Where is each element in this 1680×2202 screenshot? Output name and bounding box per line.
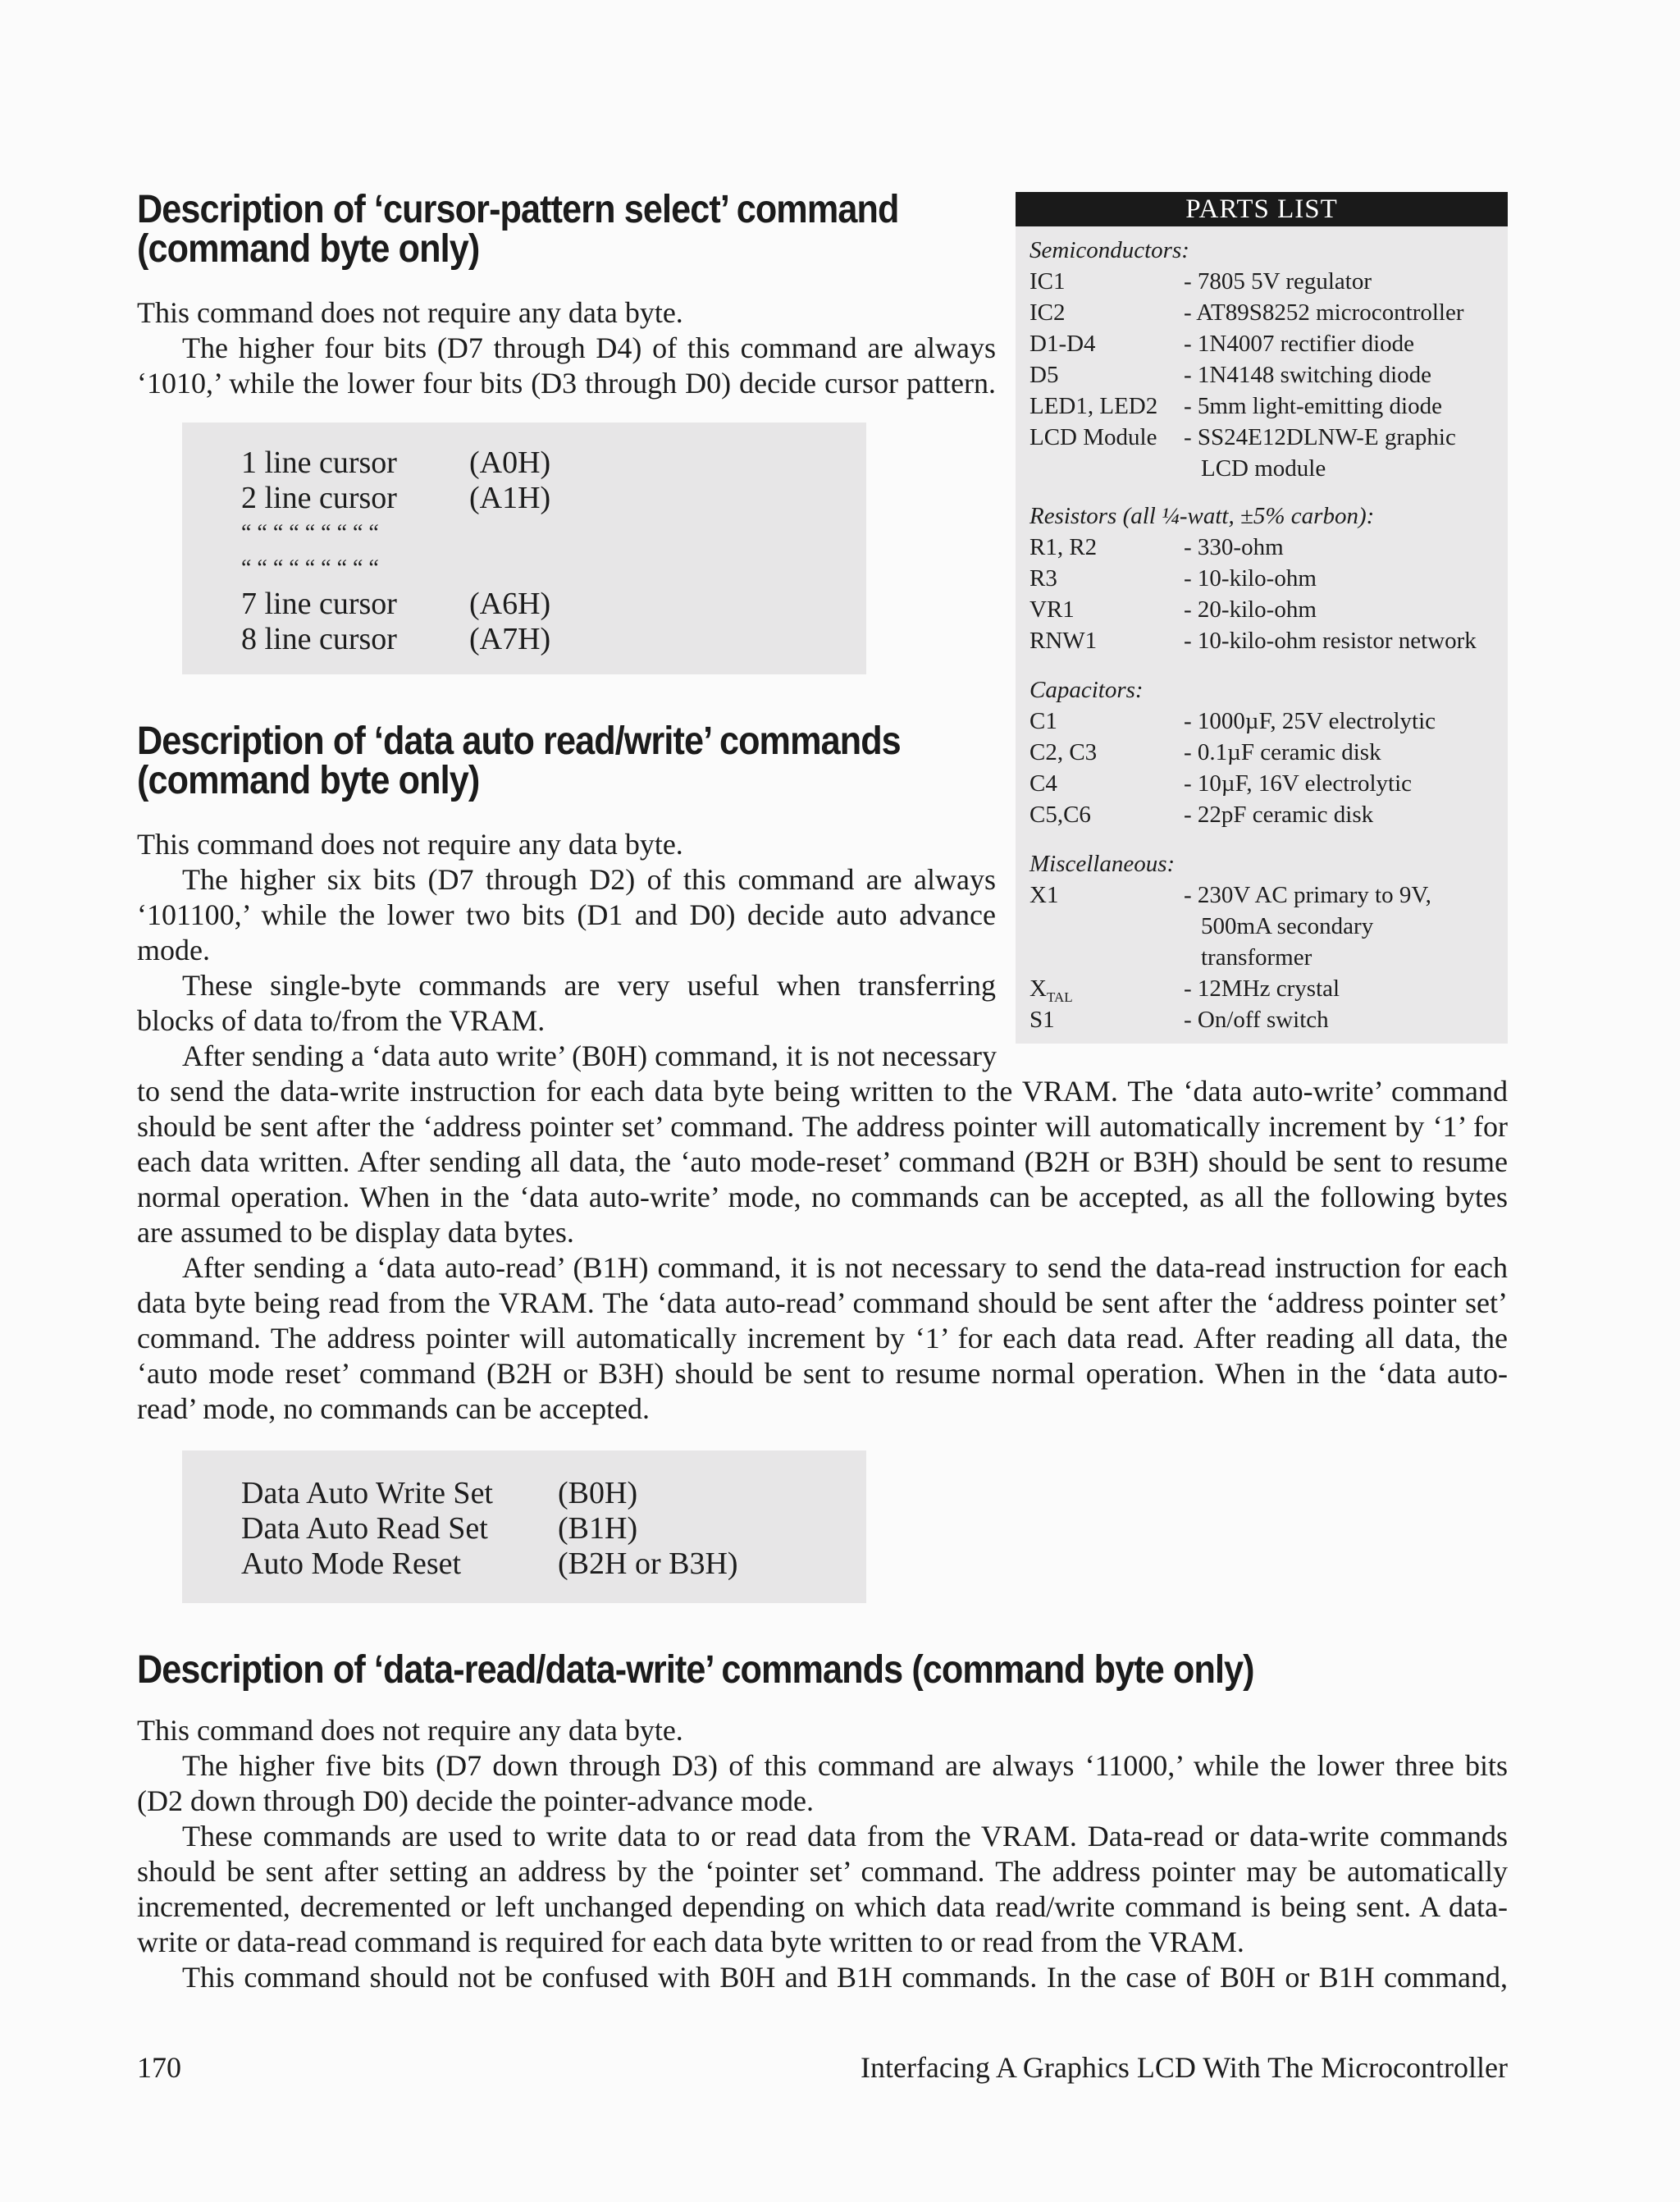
part-desc: - 5mm light-emitting diode [1184, 393, 1442, 419]
box-code: (B2H or B3H) [558, 1546, 738, 1581]
part-desc: - 1N4148 switching diode [1184, 362, 1432, 388]
section-heading-data-auto: Description of ‘data auto read/write’ commands [137, 720, 901, 763]
box-code: (A7H) [469, 622, 551, 656]
part-ref: LED1, LED2 [1029, 393, 1158, 419]
part-ref: D5 [1029, 362, 1059, 388]
cursor-pattern-box [182, 423, 866, 674]
part-desc-cont: LCD module [1201, 455, 1326, 482]
part-desc: - AT89S8252 microcontroller [1184, 299, 1464, 326]
section-heading-cursor-pattern: Description of ‘cursor-pattern select’ command [137, 188, 899, 231]
part-ref: S1 [1029, 1007, 1055, 1033]
part-desc: - 12MHz crystal [1184, 975, 1340, 1002]
paragraph-line: read’ mode, no commands can be accepted. [137, 1392, 651, 1425]
paragraph-line: After sending a ‘data auto write’ (B0H) command, it is not necessary [182, 1039, 998, 1072]
part-desc: - 10-kilo-ohm resistor network [1184, 628, 1477, 654]
box-label: 2 line cursor [241, 481, 397, 515]
parts-category: Semiconductors: [1029, 237, 1189, 263]
paragraph-line: write or data-read command is required for each data byte written to or read from the VRAM. [137, 1926, 1244, 1958]
part-desc: - On/off switch [1184, 1007, 1329, 1033]
section-heading-cursor-pattern-sub: (command byte only) [137, 227, 480, 271]
paragraph-line: These single-byte commands are very useful when transferring [182, 969, 996, 1002]
box-code: (B1H) [558, 1511, 638, 1546]
part-desc: - 20-kilo-ohm [1184, 596, 1317, 623]
paragraph-line: data byte being read from the VRAM. The ‘data auto-read’ command should be sent after the ‘address pointer set’ [137, 1286, 1508, 1319]
part-ref: R1, R2 [1029, 534, 1098, 560]
parts-list-panel [1016, 192, 1508, 1044]
paragraph-line: This command does not require any data byte. [137, 1714, 683, 1747]
box-code: (B0H) [558, 1476, 638, 1510]
part-ref: IC2 [1029, 299, 1066, 326]
paragraph-line: These commands are used to write data to or read data from the VRAM. Data-read or data-write commands [182, 1820, 1508, 1853]
box-code: (A0H) [469, 445, 551, 480]
part-desc: - 22pF ceramic disk [1184, 802, 1374, 828]
part-ref-subscript: TAL [1046, 989, 1073, 1005]
paragraph-line: The higher six bits (D7 through D2) of this command are always [182, 863, 996, 896]
box-code: (A6H) [469, 587, 551, 621]
paragraph-line: to send the data-write instruction for each data byte being written to the VRAM. The ‘data auto-write’ command [137, 1075, 1508, 1108]
parts-category: Resistors (all ¼-watt, ±5% carbon): [1029, 503, 1375, 529]
box-label: Data Auto Read Set [241, 1511, 488, 1546]
paragraph-line: should be sent after setting an address by the ‘pointer set’ command. The address pointer may be automatically [137, 1855, 1508, 1888]
parts-list-title: PARTS LIST [1016, 192, 1508, 226]
section-heading-data-auto-sub: (command byte only) [137, 759, 480, 802]
paragraph-line: The higher five bits (D7 down through D3) of this command are always ‘11000,’ while the lower three bits [182, 1749, 1508, 1782]
part-ref: LCD Module [1029, 424, 1157, 450]
running-title: Interfacing A Graphics LCD With The Microcontroller [860, 2051, 1508, 2084]
part-desc: - 0.1µF ceramic disk [1184, 739, 1381, 765]
box-ditto: “ “ “ “ “ “ “ “ “ [241, 555, 379, 581]
part-desc: - 10-kilo-ohm [1184, 565, 1317, 592]
part-ref: RNW1 [1029, 628, 1098, 654]
paragraph-line: This command should not be confused with B0H and B1H commands. In the case of B0H or B1H command, [182, 1961, 1508, 1994]
box-label: Data Auto Write Set [241, 1476, 493, 1510]
part-ref-main: X [1029, 975, 1047, 1002]
paragraph-line: normal operation. When in the ‘data auto-write’ mode, no commands can be accepted, as all the following bytes [137, 1181, 1508, 1213]
part-desc: - 1N4007 rectifier diode [1184, 331, 1415, 357]
part-desc-cont: 500mA secondary [1201, 913, 1374, 939]
parts-category: Capacitors: [1029, 677, 1144, 703]
paragraph-line: should be sent after the ‘address pointer set’ command. The address pointer will automatically increment by ‘1’ for [137, 1110, 1508, 1143]
paragraph-line: are assumed to be display data bytes. [137, 1216, 574, 1249]
part-ref: C1 [1029, 708, 1057, 734]
part-ref: C4 [1029, 770, 1057, 797]
part-desc: - 10µF, 16V electrolytic [1184, 770, 1413, 797]
paragraph-line: ‘101100,’ while the lower two bits (D1 and D0) decide auto advance [137, 898, 996, 931]
section-heading-data-read-write: Description of ‘data-read/data-write’ commands (command byte only) [137, 1648, 1254, 1692]
box-label: 8 line cursor [241, 622, 397, 656]
paragraph-line: After sending a ‘data auto-read’ (B1H) command, it is not necessary to send the data-read instruction for each [182, 1251, 1508, 1284]
part-desc: - 1000µF, 25V electrolytic [1184, 708, 1436, 734]
auto-commands-box [182, 1450, 866, 1603]
paragraph-line: The higher four bits (D7 through D4) of this command are always [182, 331, 996, 364]
part-ref: VR1 [1029, 596, 1075, 623]
parts-category: Miscellaneous: [1029, 851, 1176, 877]
part-desc: - 330-ohm [1184, 534, 1284, 560]
part-ref: C5,C6 [1029, 802, 1091, 828]
paragraph-line: each data written. After sending all data, the ‘auto mode-reset’ command (B2H or B3H) should be sent to resume [137, 1145, 1508, 1178]
part-ref: X1 [1029, 882, 1059, 908]
box-ditto: “ “ “ “ “ “ “ “ “ [241, 520, 379, 546]
paragraph-line: blocks of data to/from the VRAM. [137, 1004, 546, 1037]
paragraph-line: This command does not require any data byte. [137, 828, 683, 861]
part-desc: - 230V AC primary to 9V, [1184, 882, 1431, 908]
box-code: (A1H) [469, 481, 551, 515]
box-label: 7 line cursor [241, 587, 397, 621]
paragraph-line: incremented, decremented or left unchanged depending on which data read/write command is being sent. A data- [137, 1890, 1508, 1923]
page-number: 170 [137, 2051, 181, 2084]
part-ref: IC1 [1029, 268, 1066, 295]
paragraph-line: command. The address pointer will automatically increment by ‘1’ for each data read. After reading all data, the [137, 1322, 1508, 1355]
box-label: 1 line cursor [241, 445, 397, 480]
paragraph-line: (D2 down through D0) decide the pointer-advance mode. [137, 1784, 815, 1817]
paragraph-line: ‘1010,’ while the lower four bits (D3 through D0) decide cursor pattern. [137, 367, 996, 400]
part-ref: D1-D4 [1029, 331, 1096, 357]
paragraph-line: mode. [137, 934, 210, 966]
part-desc-cont: transformer [1201, 944, 1312, 971]
paragraph-line: This command does not require any data byte. [137, 296, 683, 329]
part-desc: - SS24E12DLNW-E graphic [1184, 424, 1456, 450]
part-ref: C2, C3 [1029, 739, 1098, 765]
paragraph-line: ‘auto mode reset’ command (B2H or B3H) should be sent to resume normal operation. When in the ‘data auto- [137, 1357, 1508, 1390]
box-label: Auto Mode Reset [241, 1546, 462, 1581]
part-desc: - 7805 5V regulator [1184, 268, 1372, 295]
part-ref: R3 [1029, 565, 1057, 592]
